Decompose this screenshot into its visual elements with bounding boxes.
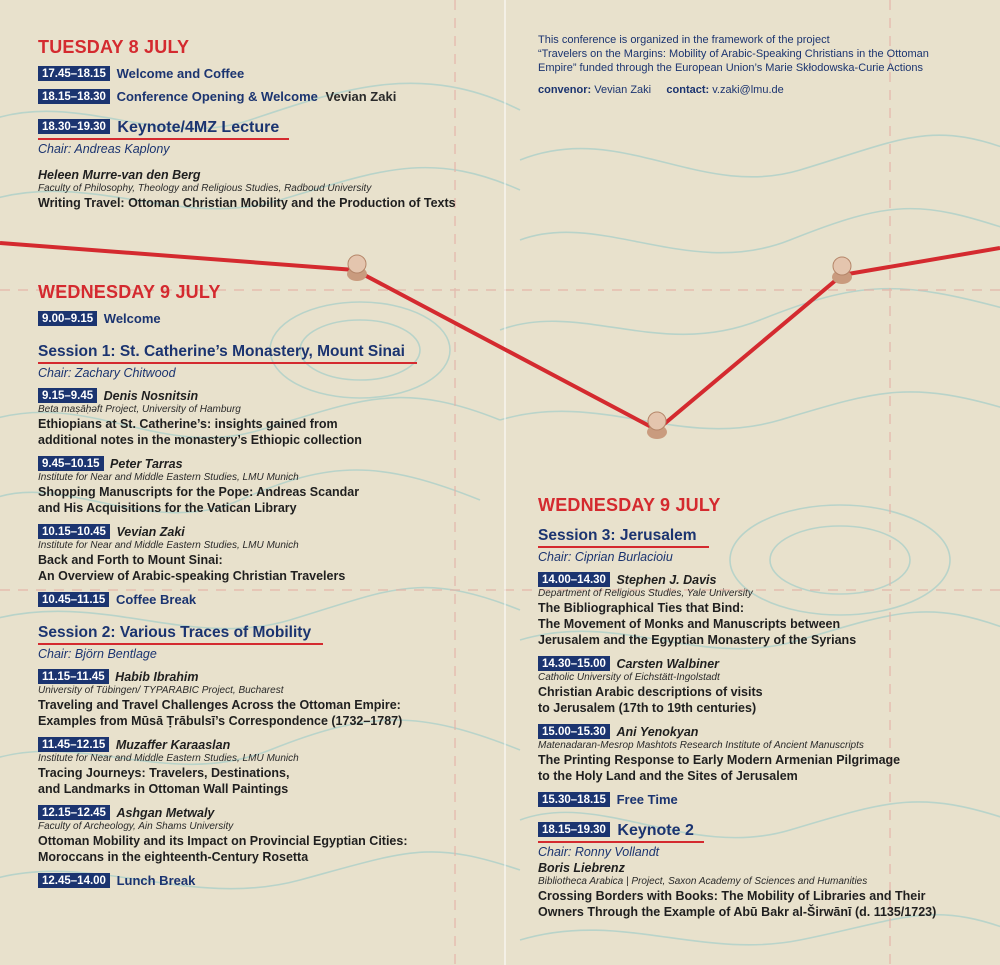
speaker-name: Ani Yenokyan	[616, 725, 699, 739]
convenor-name: Vevian Zaki	[594, 84, 652, 96]
affiliation: University of Tübingen/ TYPARABIC Project, Bucharest	[38, 685, 284, 696]
talk-title: Writing Travel: Ottoman Christian Mobility and the Production of Texts	[38, 196, 456, 210]
slot-opening	[38, 89, 478, 104]
time-badge: 9.00–9.15	[38, 311, 97, 326]
chair: Chair: Björn Bentlage	[38, 647, 157, 661]
time-badge: 10.45–11.15	[38, 592, 109, 607]
talk-title: Examples from Mūsā Ṭrābulsī’s Correspondence (1732–1787)	[38, 714, 403, 728]
time-badge: 10.15–10.45	[38, 524, 110, 539]
chair: Chair: Ronny Vollandt	[538, 845, 660, 859]
time-badge: 14.30–15.00	[538, 656, 610, 671]
talk	[538, 656, 988, 716]
contact-label: contact:	[666, 84, 710, 96]
session-title: Session 3: Jerusalem	[538, 526, 709, 548]
keynote-heading	[38, 118, 289, 140]
talk-title: Shopping Manuscripts for the Pope: Andreas Scandar	[38, 485, 360, 499]
speaker-name: Boris Liebrenz	[538, 861, 625, 875]
time-badge: 15.00–15.30	[538, 724, 610, 739]
slot-title: Lunch Break	[116, 873, 196, 888]
time-badge: 15.30–18.15	[538, 792, 610, 807]
keynote-block	[38, 118, 478, 211]
session-3	[538, 524, 988, 784]
talk-title: Ethiopians at St. Catherine’s: insights gained from	[38, 417, 338, 431]
talk-title: and Landmarks in Ottoman Wall Paintings	[38, 782, 289, 796]
session-title: Session 1: St. Catherine’s Monastery, Mount Sinai	[38, 342, 417, 364]
talk-title: Back and Forth to Mount Sinai:	[38, 553, 223, 567]
slot-free-time	[538, 792, 988, 807]
talk	[538, 572, 988, 648]
contact-email[interactable]: v.zaki@lmu.de	[712, 84, 784, 96]
talk-title: to the Holy Land and the Sites of Jerusalem	[538, 769, 798, 783]
talk-title: Traveling and Travel Challenges Across the Ottoman Empire:	[38, 698, 401, 712]
session-1	[38, 340, 478, 584]
time-badge: 12.15–12.45	[38, 805, 110, 820]
affiliation: Matenadaran-Mesrop Mashtots Research Institute of Ancient Manuscripts	[538, 740, 864, 751]
speaker-name: Ashgan Metwaly	[116, 806, 215, 820]
slot-title: Conference Opening & Welcome	[116, 89, 318, 104]
session-2	[38, 621, 478, 865]
time-badge: 11.45–12.15	[38, 737, 109, 752]
day-heading-wednesday-afternoon: WEDNESDAY 9 JULY	[538, 495, 721, 515]
speaker-name: Stephen J. Davis	[616, 573, 717, 587]
affiliation: Faculty of Archeology, Ain Shams University	[38, 821, 234, 832]
talk	[538, 861, 988, 920]
speaker-name: Vevian Zaki	[325, 89, 397, 104]
talk-title: to Jerusalem (17th to 19th centuries)	[538, 701, 757, 715]
left-column	[38, 36, 478, 896]
chair: Chair: Andreas Kaplony	[38, 142, 170, 156]
speaker-name: Vevian Zaki	[116, 525, 185, 539]
time-badge: 18.30–19.30	[38, 119, 110, 134]
affiliation: Catholic University of Eichstätt-Ingolstadt	[538, 672, 720, 683]
conference-info	[538, 33, 988, 97]
talk-title: Jerusalem and the Egyptian Monastery of the Syrians	[538, 633, 857, 647]
talk	[38, 805, 478, 865]
affiliation: Department of Religious Studies, Yale University	[538, 588, 753, 599]
keynote-2-block	[538, 821, 988, 920]
talk-title: Owners Through the Example of Abū Bakr al-Širwānī (d. 1135/1723)	[538, 905, 937, 919]
talk-title: The Movement of Monks and Manuscripts between	[538, 617, 841, 631]
talk-title: additional notes in the monastery’s Ethiopic collection	[38, 433, 362, 447]
keynote-label: Keynote 2	[617, 822, 694, 839]
right-column	[538, 494, 988, 928]
talk-title: Crossing Borders with Books: The Mobility of Libraries and Their	[538, 889, 926, 903]
talk-title: An Overview of Arabic-speaking Christian Travelers	[38, 569, 346, 583]
talk	[38, 168, 478, 211]
talk	[38, 524, 478, 584]
talk-title: The Printing Response to Early Modern Armenian Pilgrimage	[538, 753, 901, 767]
talk-title: and His Acquisitions for the Vatican Library	[38, 501, 297, 515]
time-badge: 9.15–9.45	[38, 388, 97, 403]
session-title: Session 2: Various Traces of Mobility	[38, 623, 323, 645]
talk	[38, 456, 478, 516]
speaker-name: Muzaffer Karaaslan	[115, 738, 231, 752]
talk-title: The Bibliographical Ties that Bind:	[538, 601, 745, 615]
slot-welcome	[38, 311, 478, 326]
affiliation: Beta maṣāḥǝft Project, University of Hamburg	[38, 404, 241, 415]
chair: Chair: Zachary Chitwood	[38, 366, 176, 380]
speaker-name: Heleen Murre-van den Berg	[38, 168, 201, 182]
slot-title: Welcome and Coffee	[116, 66, 245, 81]
speaker-name: Denis Nosnitsin	[103, 389, 199, 403]
contact-line	[538, 83, 988, 97]
time-badge: 9.45–10.15	[38, 456, 104, 471]
time-badge: 14.00–14.30	[538, 572, 610, 587]
talk-title: Tracing Journeys: Travelers, Destinations,	[38, 766, 290, 780]
keynote-heading	[538, 821, 704, 843]
affiliation: Institute for Near and Middle Eastern Studies, LMU Munich	[38, 540, 299, 551]
affiliation: Bibliotheca Arabica | Project, Saxon Academy of Sciences and Humanities	[538, 876, 868, 887]
talk-title: Ottoman Mobility and its Impact on Provincial Egyptian Cities:	[38, 834, 408, 848]
affiliation: Faculty of Philosophy, Theology and Religious Studies, Radboud University	[38, 183, 372, 194]
time-badge: 18.15–18.30	[38, 89, 110, 104]
speaker-name: Habib Ibrahim	[115, 670, 199, 684]
talk	[38, 737, 478, 797]
talk	[38, 669, 478, 729]
time-badge: 18.15–19.30	[538, 822, 610, 837]
slot-coffee-break	[38, 592, 478, 607]
talk	[38, 388, 478, 448]
talk	[538, 724, 988, 784]
pin-icon	[647, 412, 667, 439]
affiliation: Institute for Near and Middle Eastern Studies, LMU Munich	[38, 472, 299, 483]
slot-title: Free Time	[616, 792, 678, 807]
slot-welcome-coffee	[38, 66, 478, 81]
convenor-label: convenor:	[538, 84, 592, 96]
time-badge: 12.45–14.00	[38, 873, 110, 888]
slot-lunch-break	[38, 873, 478, 888]
slot-title: Welcome	[103, 311, 161, 326]
talk-title: Moroccans in the eighteenth-Century Rosetta	[38, 850, 309, 864]
day-heading-wednesday: WEDNESDAY 9 JULY	[38, 282, 221, 302]
day-heading-tuesday: TUESDAY 8 JULY	[38, 37, 190, 57]
pin-icon	[832, 257, 852, 284]
info-line: “Travelers on the Margins: Mobility of Arabic-Speaking Christians in the Ottoman	[538, 48, 929, 60]
speaker-name: Carsten Walbiner	[616, 657, 720, 671]
affiliation: Institute for Near and Middle Eastern Studies, LMU Munich	[38, 753, 299, 764]
chair: Chair: Ciprian Burlacioiu	[538, 550, 673, 564]
keynote-label: Keynote/4MZ Lecture	[117, 119, 280, 136]
info-line: Empire” funded through the European Union’s Marie Skłodowska-Curie Actions	[538, 62, 924, 74]
time-badge: 17.45–18.15	[38, 66, 110, 81]
speaker-name: Peter Tarras	[110, 457, 183, 471]
info-line: This conference is organized in the framework of the project	[538, 34, 830, 46]
talk-title: Christian Arabic descriptions of visits	[538, 685, 763, 699]
slot-title: Coffee Break	[115, 592, 197, 607]
time-badge: 11.15–11.45	[38, 669, 109, 684]
